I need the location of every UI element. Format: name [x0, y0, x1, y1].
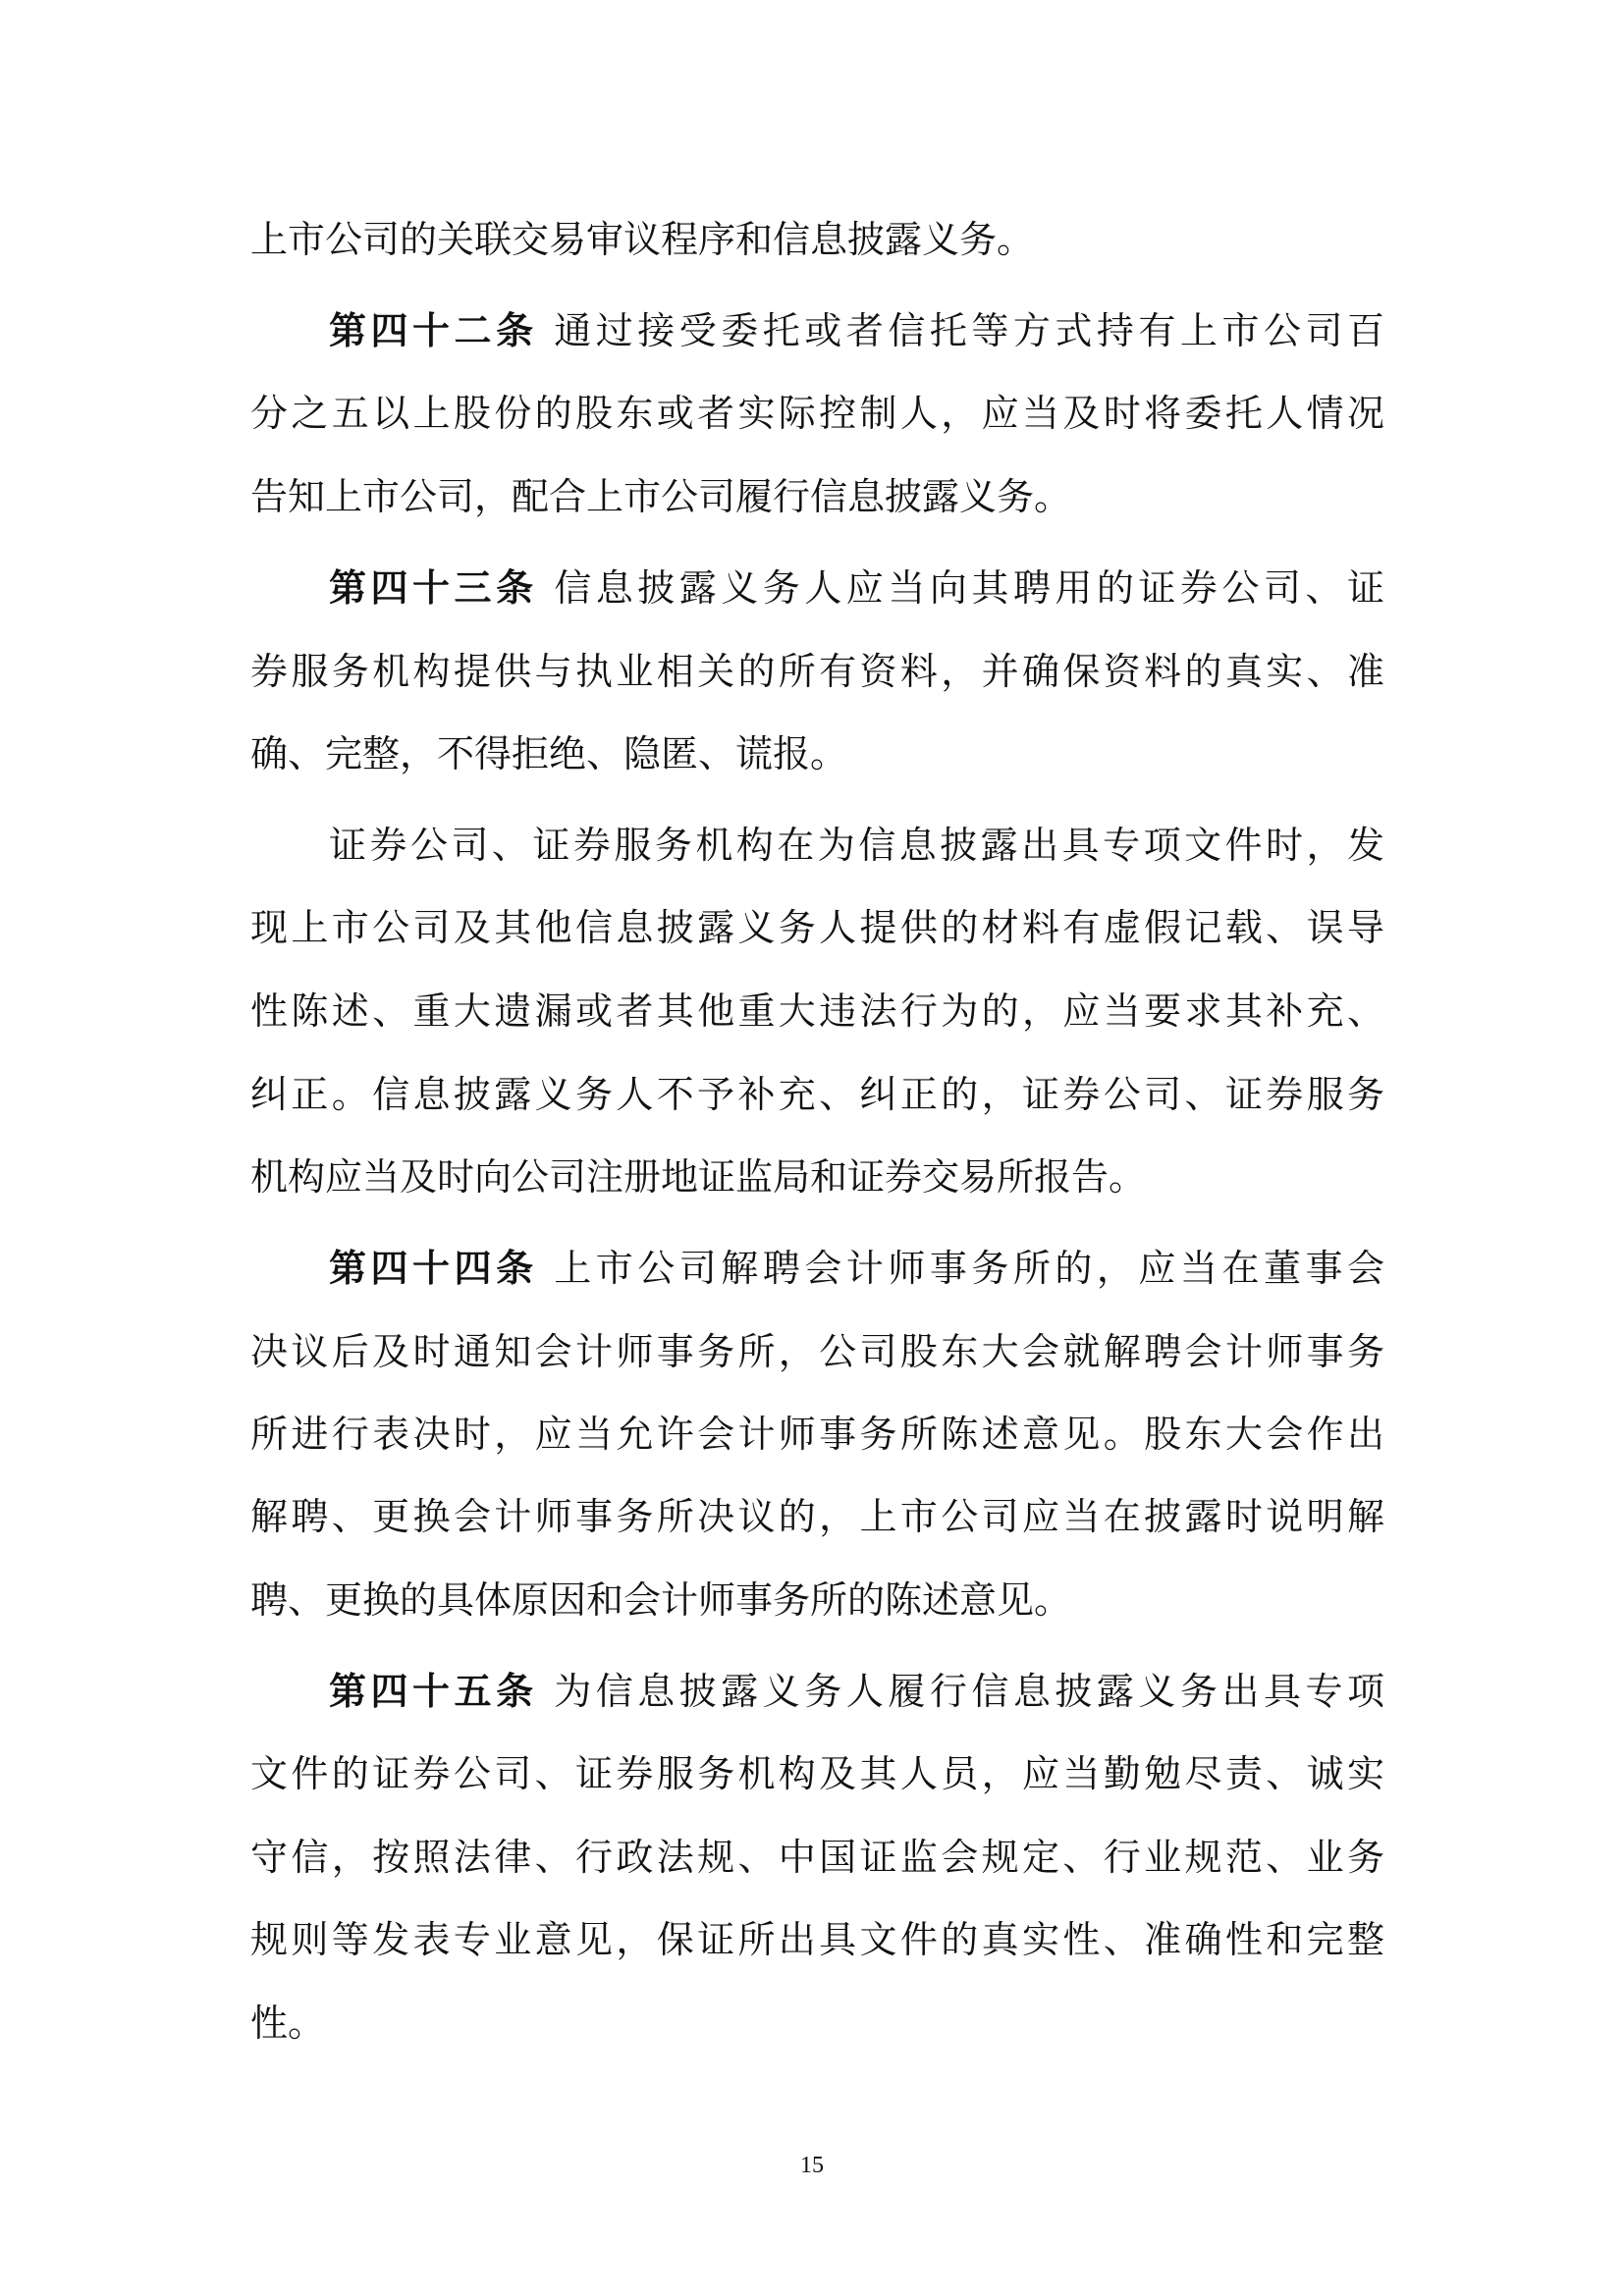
text-line: 上市公司的关联交易审议程序和信息披露义务。	[250, 218, 1035, 261]
text-line: 所进行表决时，应当允许会计师事务所陈述意见。股东大会作出	[250, 1413, 1384, 1456]
text-line: 告知上市公司，配合上市公司履行信息披露义务。	[250, 475, 1072, 518]
text-line: 现上市公司及其他信息披露义务人提供的材料有虚假记载、误导	[250, 906, 1384, 949]
text-line: 文件的证券公司、证券服务机构及其人员，应当勤勉尽责、诚实	[250, 1752, 1384, 1795]
text-line: 机构应当及时向公司注册地证监局和证券交易所报告。	[250, 1155, 1147, 1199]
text-line: 证券公司、证券服务机构在为信息披露出具专项文件时，发	[329, 824, 1384, 867]
text-line: 聘、更换的具体原因和会计师事务所的陈述意见。	[250, 1578, 1072, 1622]
article-43-text: 信息披露义务人应当向其聘用的证券公司、证	[537, 566, 1384, 610]
text-line: 确、完整，不得拒绝、隐匿、谎报。	[250, 732, 848, 775]
article-42-title: 第四十二条	[329, 309, 538, 352]
article-44-heading-line	[329, 1239, 1384, 1298]
text-line: 规则等发表专业意见，保证所出具文件的真实性、准确性和完整	[250, 1918, 1384, 1961]
article-45-heading-line	[329, 1662, 1384, 1721]
article-44-title: 第四十四条	[329, 1247, 538, 1290]
page-number: 15	[800, 2153, 824, 2178]
text-line: 解聘、更换会计师事务所决议的，上市公司应当在披露时说明解	[250, 1495, 1384, 1538]
article-42-heading-line	[329, 301, 1384, 360]
text-line: 性陈述、重大遗漏或者其他重大违法行为的，应当要求其补充、	[250, 989, 1384, 1033]
article-45-title: 第四十五条	[329, 1670, 538, 1713]
text-line: 守信，按照法律、行政法规、中国证监会规定、行业规范、业务	[250, 1836, 1384, 1879]
article-42-text: 通过接受委托或者信托等方式持有上市公司百	[537, 309, 1384, 352]
text-line: 纠正。信息披露义务人不予补充、纠正的，证券公司、证券服务	[250, 1073, 1384, 1116]
text-line: 性。	[250, 2002, 326, 2045]
text-line: 分之五以上股份的股东或者实际控制人，应当及时将委托人情况	[250, 392, 1384, 435]
text-line: 券服务机构提供与执业相关的所有资料，并确保资料的真实、准	[250, 650, 1384, 693]
article-44-text: 上市公司解聘会计师事务所的，应当在董事会	[537, 1247, 1384, 1290]
article-43-title: 第四十三条	[329, 566, 538, 610]
article-43-heading-line	[329, 559, 1384, 617]
text-line: 决议后及时通知会计师事务所，公司股东大会就解聘会计师事务	[250, 1330, 1384, 1373]
article-45-text: 为信息披露义务人履行信息披露义务出具专项	[537, 1670, 1384, 1713]
